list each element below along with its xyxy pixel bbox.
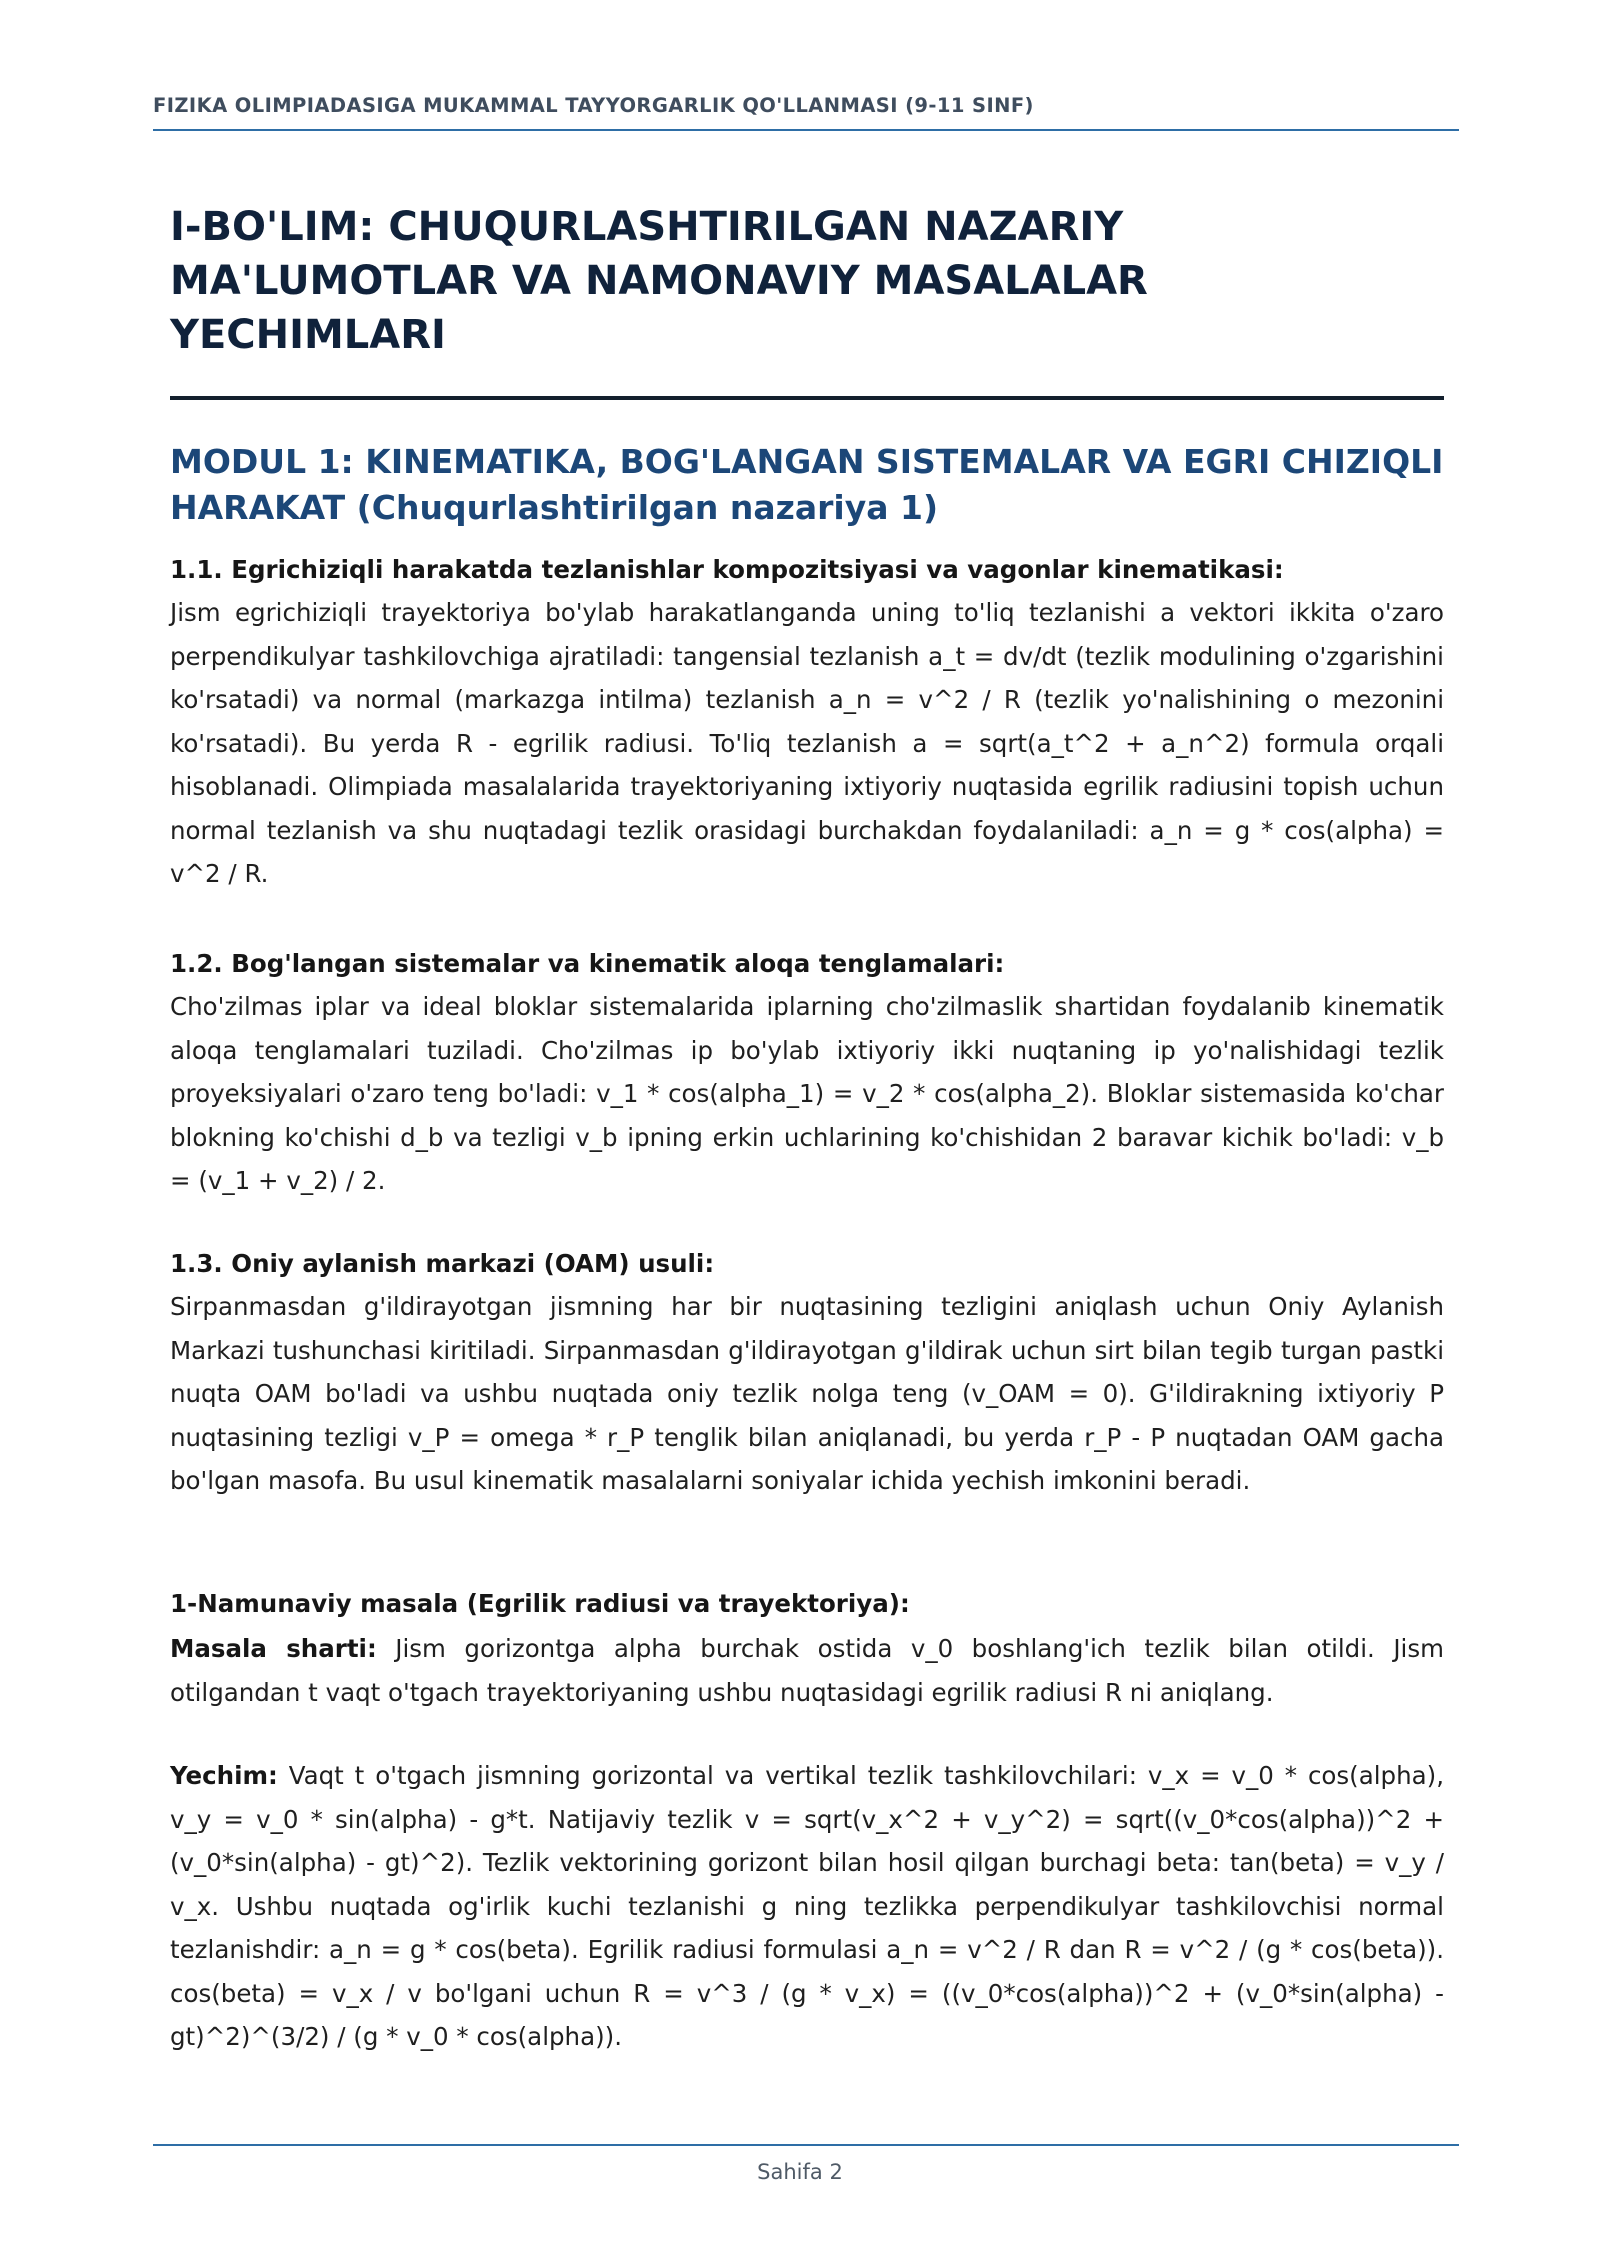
section-heading: 1.2. Bog'langan sistemalar va kinematik aloqa tenglamalari: bbox=[170, 949, 1005, 978]
sample-problem-heading: 1-Namunaviy masala (Egrilik radiusi va trayektoriya): bbox=[170, 1589, 910, 1618]
part-title-line: I-BO'LIM: CHUQURLASHTIRILGAN NAZARIY bbox=[170, 204, 1124, 250]
section-body: Cho'zilmas iplar va ideal bloklar sistemalarida iplarning cho'zilmaslik shartidan foydalanib kinematik aloqa tenglamalari tuziladi. Cho'zilmas ip bo'ylab ixtiyoriy ikki nuqtaning ip yo'nalishidagi tezlik proyeksiyalari o'zaro teng bo'ladi: v_1 * cos(alpha_1) = v_2 * cos(alpha_2). Bloklar sistemasida ko'char blokning ko'chishi d_b va tezligi v_b ipning erkin uchlarining ko'chishidan 2 baravar kichik bo'ladi: v_b = (v_1 + v_2) / 2. bbox=[170, 992, 1444, 1195]
problem-condition-block bbox=[170, 1627, 1444, 1714]
header-rule bbox=[153, 129, 1459, 131]
condition-text: Jism gorizontga alpha burchak ostida v_0 boshlang'ich tezlik bilan otildi. Jism otilgandan t vaqt o'tgach trayektoriyaning ushbu nuqtasidagi egrilik radiusi R ni aniqlang. bbox=[170, 1634, 1444, 1707]
sample-problem-heading-block bbox=[170, 1582, 1444, 1625]
part-title-line: MA'LUMOTLAR VA NAMONAVIY MASALALAR bbox=[170, 258, 1148, 304]
section-1-1 bbox=[170, 548, 1444, 896]
section-heading: 1.3. Oniy aylanish markazi (OAM) usuli: bbox=[170, 1249, 715, 1278]
running-header: FIZIKA OLIMPIADASIGA MUKAMMAL TAYYORGARLIK QO'LLANMASI (9-11 SINF) bbox=[153, 94, 1034, 117]
solution-label: Yechim: bbox=[170, 1761, 278, 1790]
title-divider bbox=[170, 396, 1444, 400]
problem-solution bbox=[170, 1754, 1444, 2059]
section-heading: 1.1. Egrichiziqli harakatda tezlanishlar kompozitsiyasi va vagonlar kinematikasi: bbox=[170, 555, 1284, 584]
footer-rule bbox=[153, 2144, 1459, 2146]
page-number: Sahifa 2 bbox=[757, 2160, 843, 2184]
part-title-line: YECHIMLARI bbox=[170, 312, 446, 358]
section-body: Jism egrichiziqli trayektoriya bo'ylab harakatlanganda uning to'liq tezlanishi a vektori ikkita o'zaro perpendikulyar tashkilovchiga ajratiladi: tangensial tezlanish a_t = dv/dt (tezlik modulining o'zgarishini ko'rsatadi) va normal (markazga intilma) tezlanish a_n = v^2 / R (tezlik yo'nalishining o mezonini ko'rsatadi). Bu yerda R - egrilik radiusi. To'liq tezlanish a = sqrt(a_t^2 + a_n^2) formula orqali hisoblanadi. Olimpiada masalalarida trayektoriyaning ixtiyoriy nuqtasida egrilik radiusini topish uchun normal tezlanish va shu nuqtadagi tezlik orasidagi burchakdan foydalaniladi: a_n = g * cos(alpha) = v^2 / R. bbox=[170, 598, 1444, 888]
part-title bbox=[170, 200, 1440, 362]
solution-block bbox=[170, 1754, 1444, 2059]
module-title: MODUL 1: KINEMATIKA, BOG'LANGAN SISTEMALAR VA EGRI CHIZIQLI HARAKAT (Chuqurlashtirilgan nazariya 1) bbox=[170, 442, 1444, 527]
section-1-3 bbox=[170, 1242, 1444, 1503]
condition-label: Masala sharti: bbox=[170, 1634, 377, 1663]
problem-condition bbox=[170, 1627, 1444, 1714]
section-body: Sirpanmasdan g'ildirayotgan jismning har bir nuqtasining tezligini aniqlash uchun Oniy Aylanish Markazi tushunchasi kiritiladi. Sirpanmasdan g'ildirayotgan g'ildirak uchun sirt bilan tegib turgan pastki nuqta OAM bo'ladi va ushbu nuqtada oniy tezlik nolga teng (v_OAM = 0). G'ildirakning ixtiyoriy P nuqtasining tezligi v_P = omega * r_P tenglik bilan aniqlanadi, bu yerda r_P - P nuqtadan OAM gacha bo'lgan masofa. Bu usul kinematik masalalarni soniyalar ichida yechish imkonini beradi. bbox=[170, 1292, 1444, 1495]
section-1-2 bbox=[170, 942, 1444, 1203]
solution-text: Vaqt t o'tgach jismning gorizontal va vertikal tezlik tashkilovchilari: v_x = v_0 * cos(alpha), v_y = v_0 * sin(alpha) - g*t. Natijaviy tezlik v = sqrt(v_x^2 + v_y^2) = sqrt((v_0*cos(alpha))^2 + (v_0*sin(alpha) - gt)^2). Tezlik vektorining gorizont bilan hosil qilgan burchagi beta: tan(beta) = v_y / v_x. Ushbu nuqtada og'irlik kuchi tezlanishi g ning tezlikka perpendikulyar tashkilovchisi normal tezlanishdir: a_n = g * cos(beta). Egrilik radiusi formulasi a_n = v^2 / R dan R = v^2 / (g * cos(beta)). cos(beta) = v_x / v bo'lgani uchun R = v^3 / (g * v_x) = ((v_0*cos(alpha))^2 + (v_0*sin(alpha) - gt)^2)^(3/2) / (g * v_0 * cos(alpha)). bbox=[170, 1761, 1444, 2051]
